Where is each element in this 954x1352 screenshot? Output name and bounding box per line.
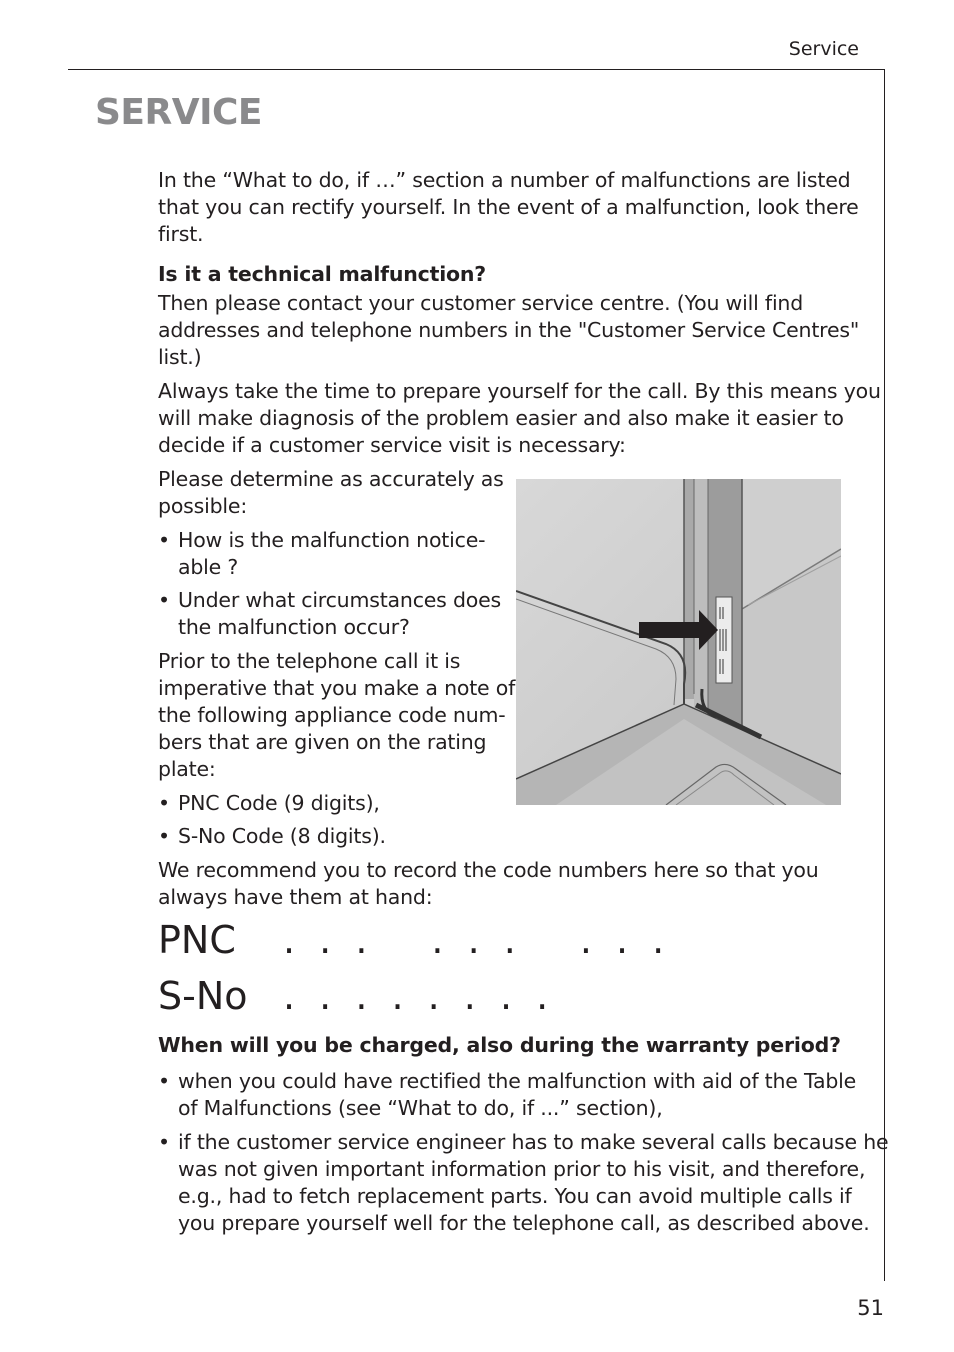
- charges-line: was not given important information prior to his visit, and therefore,: [178, 1157, 866, 1181]
- bullet-marker: •: [158, 1069, 171, 1093]
- sno-dots: . . . . . . . .: [283, 974, 555, 1018]
- running-head: Service: [788, 38, 859, 60]
- prepare-line: decide if a customer service visit is necessary:: [158, 433, 626, 457]
- rating-plate-illustration: [516, 479, 841, 805]
- prior-line: Prior to the telephone call it is: [158, 649, 461, 673]
- technical-heading: Is it a technical malfunction?: [158, 262, 486, 286]
- bullet-marker: •: [158, 1130, 171, 1154]
- charges-line: when you could have rectified the malfunction with aid of the Table: [178, 1069, 857, 1093]
- page-number: 51: [857, 1296, 884, 1320]
- page-title: SERVICE: [95, 92, 263, 133]
- determine-line: possible:: [158, 494, 248, 518]
- top-rule: [68, 69, 885, 70]
- prior-line: bers that are given on the rating: [158, 730, 487, 754]
- prior-line: plate:: [158, 757, 216, 781]
- pnc-label: PNC: [158, 918, 236, 962]
- charges-line: e.g., had to fetch replacement parts. You can avoid multiple calls if: [178, 1184, 852, 1208]
- right-rule: [884, 69, 885, 1281]
- record-line: We recommend you to record the code numbers here so that you: [158, 858, 819, 882]
- charges-line: you prepare yourself well for the telephone call, as described above.: [178, 1211, 870, 1235]
- intro-line: that you can rectify yourself. In the event of a malfunction, look there: [158, 195, 859, 219]
- pnc-dots-group: . . .: [579, 918, 671, 962]
- determine-line: Please determine as accurately as: [158, 467, 504, 491]
- intro-line: In the “What to do, if …” section a number of malfunctions are listed: [158, 168, 851, 192]
- sno-label: S-No: [158, 974, 248, 1018]
- pnc-dots-group: . . .: [431, 918, 522, 962]
- record-line: always have them at hand:: [158, 885, 433, 909]
- bullet-marker: •: [158, 588, 171, 612]
- bullet-marker: •: [158, 528, 171, 552]
- code-item: S-No Code (8 digits).: [178, 824, 386, 848]
- technical-line: Then please contact your customer service centre. (You will find: [158, 291, 804, 315]
- bullet-marker: •: [158, 791, 171, 815]
- technical-line: addresses and telephone numbers in the "Customer Service Centres": [158, 318, 860, 342]
- technical-line: list.): [158, 345, 202, 369]
- charges-heading: When will you be charged, also during the warranty period?: [158, 1033, 841, 1057]
- code-item: PNC Code (9 digits),: [178, 791, 380, 815]
- prepare-line: will make diagnosis of the problem easier and also make it easier to: [158, 406, 844, 430]
- question-line: the malfunction occur?: [178, 615, 410, 639]
- sno-field[interactable]: [158, 974, 554, 1018]
- pnc-field[interactable]: [158, 918, 670, 962]
- question-line: Under what circumstances does: [178, 588, 502, 612]
- prepare-line: Always take the time to prepare yourself for the call. By this means you: [158, 379, 881, 403]
- question-line: How is the malfunction notice-: [178, 528, 486, 552]
- bullet-marker: •: [158, 824, 171, 848]
- prior-line: the following appliance code num-: [158, 703, 506, 727]
- charges-line: of Malfunctions (see “What to do, if ...” section),: [178, 1096, 663, 1120]
- question-line: able ?: [178, 555, 239, 579]
- intro-line: first.: [158, 222, 204, 246]
- charges-line: if the customer service engineer has to make several calls because he: [178, 1130, 889, 1154]
- pnc-dots-group: . . .: [283, 918, 374, 962]
- prior-line: imperative that you make a note of: [158, 676, 516, 700]
